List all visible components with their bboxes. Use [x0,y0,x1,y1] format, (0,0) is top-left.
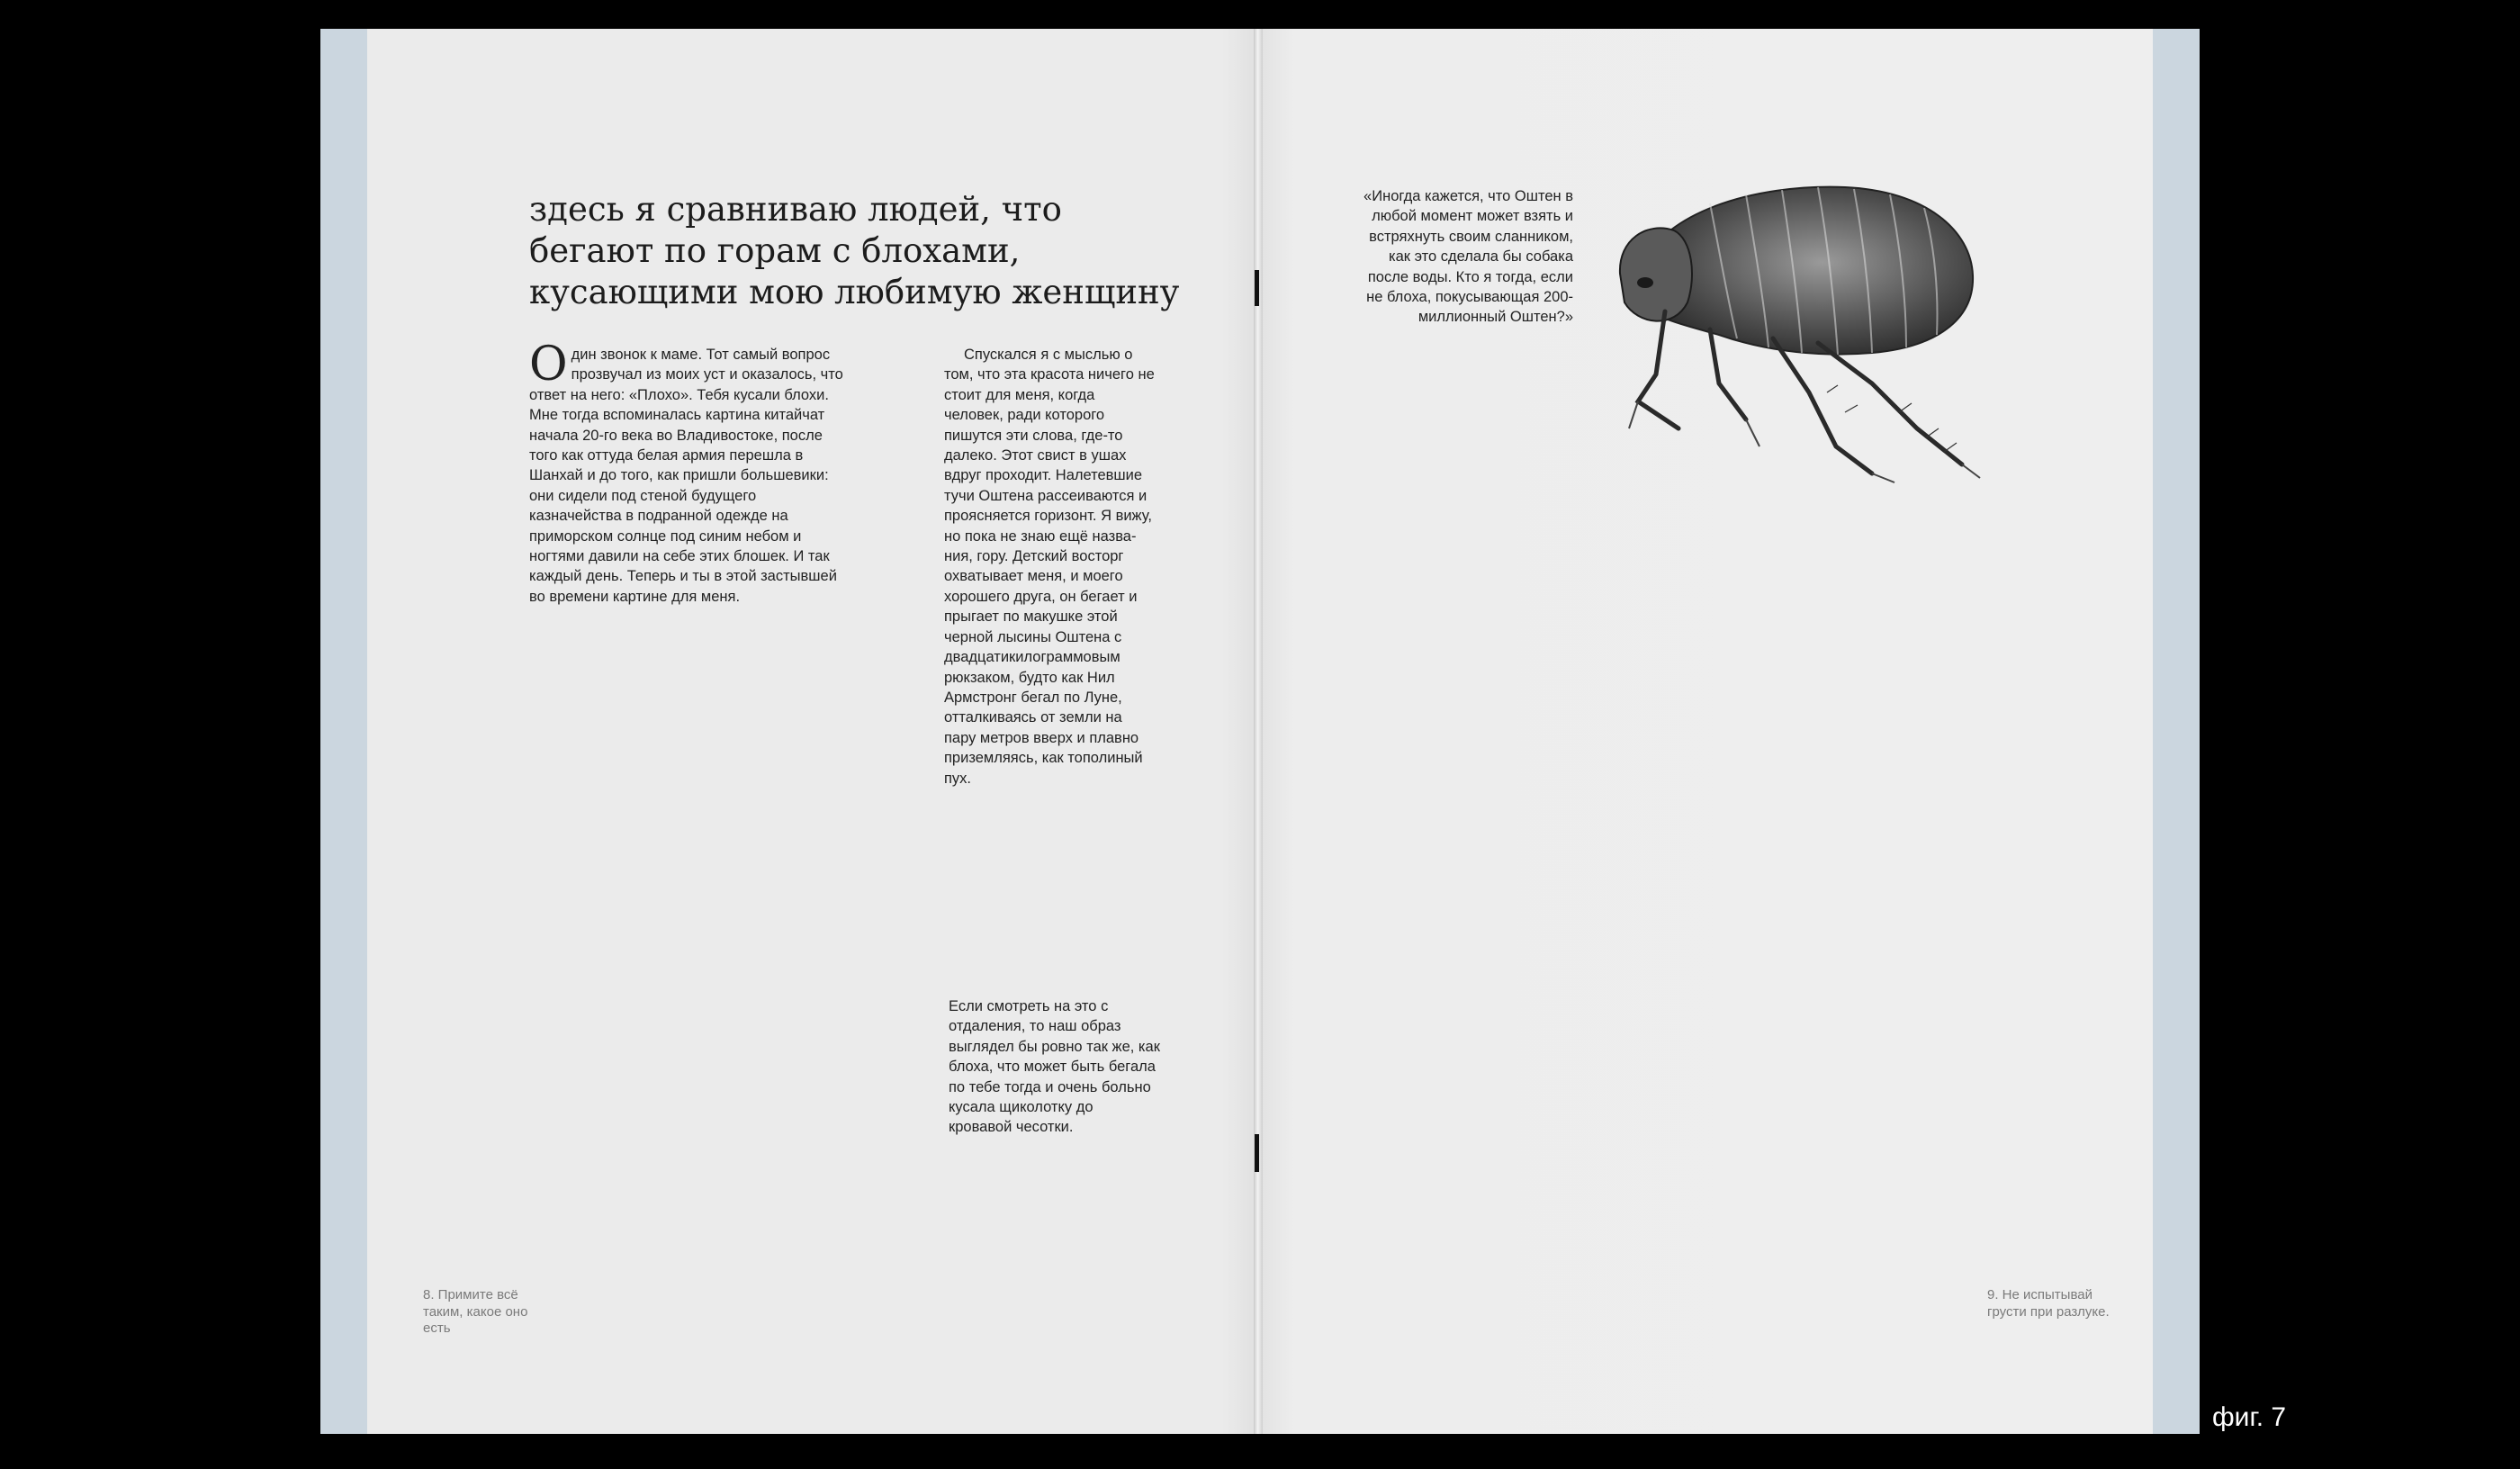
staple-top [1255,270,1259,306]
page-headline: здесь я сравниваю людей, что бегают по горам с блохами, кусающими мою любимую женщину [529,190,1180,311]
booklet-gutter [1254,29,1263,1434]
left-folio: 8. Примите всё таким, какое оно есть [423,1287,528,1336]
body-column-1 [529,338,844,607]
body-column-2: Спускался я с мыслью о том, что эта красота ничего не стоит для меня, когда человек, ради которого пишутся эти слова, где-то далеко. Этот свист в ушах вдруг проходит. Налетевшие тучи Оштена рассеиваются и проясняется горизонт. Я вижу, но пока не знаю ещё названия, гору. Детский восторг охватывает меня, и моего хорошего друга, он бегает и прыгает по макушке этой черной лысины Оштена с двадцатикилограммовым рюкзаком, будто как Нил Армстронг бегал по Луне, отталкиваясь от земли на пару метров вверх и плавно приземляясь, как тополиный пух. [944,347,1155,787]
flea-illustration [1602,176,1998,491]
pull-quote: «Иногда кажется, что Оштен в любой момент может взять и встряхнуть своим сланником, как это сделала бы собака после воды. Кто я тогда, если не блоха, покусывающая 200-миллионный Оштен?» [1364,188,1573,326]
drop-cap: О [529,338,568,392]
staple-bottom [1255,1134,1259,1172]
right-folio: 9. Не испытывай грусти при разлуке. [1987,1287,2110,1320]
body-column-1-text: дин звонок к маме. Тот самый вопрос прозвучал из моих уст и оказалось, что ответ на него: «Плохо». Тебя кусали блохи. Мне тогда вспоминалась картина китайчат начала 20-го века во Владивостоке, после того как оттуда белая армия перешла в Шанхай и до того, как пришли большевики: они сидели под стеной будущего казначейства в подранной одежде на приморском солнце под синим небом и ногтями давили на себе этих блошек. И так каждый день. Теперь и ты в этой застывшей во времени картине для меня. [529,347,843,605]
body-column-3: Если смотреть на это с отдаления, то наш образ выглядел бы ровно так же, как блоха, что может быть бегала по тебе тогда и очень больно кусала щиколотку до кровавой чесотки. [949,998,1160,1136]
figure-label: фиг. 7 [2212,1402,2287,1432]
